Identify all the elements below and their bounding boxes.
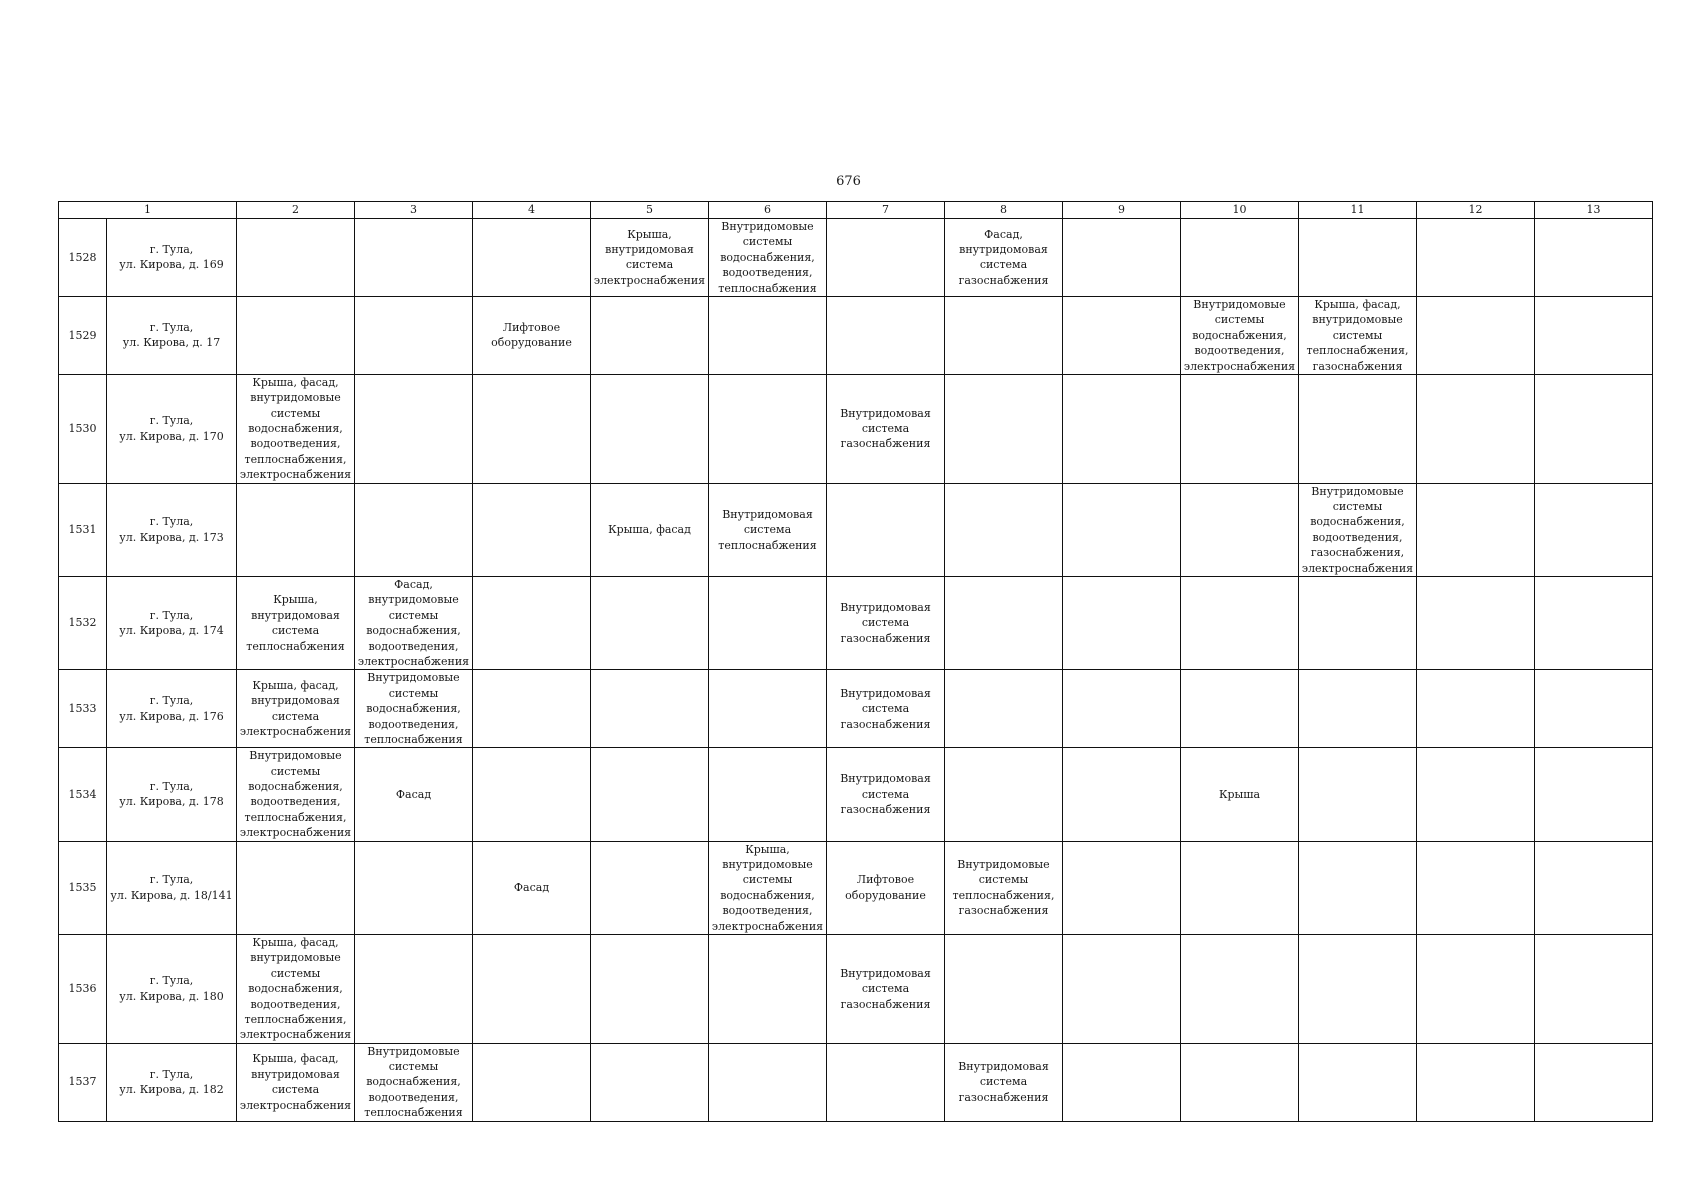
work-text: Крыша xyxy=(1218,787,1261,801)
table-row xyxy=(59,576,1653,669)
work-cell xyxy=(1299,934,1417,1043)
work-cell xyxy=(1417,296,1535,374)
address-text: г. Тула, ул. Кирова, д. 180 xyxy=(119,974,224,1003)
work-cell xyxy=(237,374,355,483)
work-cell xyxy=(1299,483,1417,576)
column-header: 9 xyxy=(1063,202,1181,219)
work-cell xyxy=(1535,374,1653,483)
work-cell xyxy=(1535,841,1653,934)
work-cell xyxy=(1063,219,1181,297)
work-cell xyxy=(827,934,945,1043)
work-cell xyxy=(1299,296,1417,374)
work-cell xyxy=(1535,670,1653,748)
work-text: Фасад xyxy=(513,881,550,895)
work-cell xyxy=(1299,748,1417,841)
address-cell xyxy=(107,748,237,841)
row-number: 1534 xyxy=(59,748,107,841)
row-number: 1535 xyxy=(59,841,107,934)
work-cell xyxy=(237,576,355,669)
work-text: Фасад xyxy=(395,787,432,801)
work-cell xyxy=(591,219,709,297)
work-cell xyxy=(709,483,827,576)
work-cell xyxy=(237,748,355,841)
column-header: 6 xyxy=(709,202,827,219)
table-row xyxy=(59,748,1653,841)
work-text: Внутридомовые системы теплоснабжения, газоснабжения xyxy=(952,858,1055,918)
work-cell xyxy=(827,374,945,483)
work-cell xyxy=(591,483,709,576)
table-row xyxy=(59,1043,1653,1121)
table-row xyxy=(59,670,1653,748)
table-row xyxy=(59,841,1653,934)
work-cell xyxy=(1181,374,1299,483)
work-cell xyxy=(591,841,709,934)
work-cell xyxy=(1063,934,1181,1043)
work-text: Внутридомовые системы водоснабжения, водоотведения, газоснабжения, электроснабжения xyxy=(1301,484,1414,575)
work-cell xyxy=(1417,1043,1535,1121)
work-cell xyxy=(1299,670,1417,748)
address-cell xyxy=(107,219,237,297)
work-text: Крыша, внутридомовые системы водоснабжения, водоотведения, электроснабжения xyxy=(711,842,824,933)
work-cell xyxy=(355,296,473,374)
work-cell xyxy=(1299,1043,1417,1121)
work-cell xyxy=(1535,576,1653,669)
work-cell xyxy=(1299,374,1417,483)
column-header: 10 xyxy=(1181,202,1299,219)
row-number: 1533 xyxy=(59,670,107,748)
work-cell xyxy=(1417,219,1535,297)
column-header: 7 xyxy=(827,202,945,219)
work-cell xyxy=(1063,670,1181,748)
work-text: Внутридомовые системы водоснабжения, водоотведения, теплоснабжения xyxy=(364,671,463,746)
work-cell xyxy=(473,296,591,374)
row-number: 1528 xyxy=(59,219,107,297)
address-cell xyxy=(107,296,237,374)
work-text: Крыша, фасад, внутридомовые системы теплоснабжения, газоснабжения xyxy=(1306,297,1409,373)
work-cell xyxy=(1181,748,1299,841)
work-cell xyxy=(1181,483,1299,576)
work-cell xyxy=(827,576,945,669)
work-cell xyxy=(709,934,827,1043)
work-cell xyxy=(827,219,945,297)
row-number: 1531 xyxy=(59,483,107,576)
work-cell xyxy=(1535,934,1653,1043)
work-cell xyxy=(591,1043,709,1121)
work-cell xyxy=(827,841,945,934)
work-text: Внутридомовая система газоснабжения xyxy=(840,406,931,451)
address-cell xyxy=(107,576,237,669)
work-cell xyxy=(1181,934,1299,1043)
work-cell xyxy=(1535,1043,1653,1121)
work-cell xyxy=(355,483,473,576)
row-number: 1537 xyxy=(59,1043,107,1121)
work-cell xyxy=(1417,841,1535,934)
row-number: 1529 xyxy=(59,296,107,374)
work-cell xyxy=(1063,483,1181,576)
table-row xyxy=(59,219,1653,297)
work-cell xyxy=(473,670,591,748)
work-text: Крыша, внутридомовая система электроснабжения xyxy=(593,227,706,287)
work-cell xyxy=(473,219,591,297)
work-cell xyxy=(1417,483,1535,576)
work-cell xyxy=(355,219,473,297)
work-cell xyxy=(827,670,945,748)
work-cell xyxy=(473,483,591,576)
work-cell xyxy=(1417,748,1535,841)
work-cell xyxy=(945,1043,1063,1121)
address-text: г. Тула, ул. Кирова, д. 17 xyxy=(122,321,221,350)
work-cell xyxy=(1417,670,1535,748)
work-cell xyxy=(237,934,355,1043)
address-text: г. Тула, ул. Кирова, д. 18/141 xyxy=(110,873,233,902)
work-cell xyxy=(591,374,709,483)
work-text: Внутридомовая система теплоснабжения xyxy=(718,507,817,552)
work-text: Крыша, фасад, внутридомовые системы водоснабжения, водоотведения, теплоснабжения, электроснабжения xyxy=(239,935,352,1042)
work-cell xyxy=(355,748,473,841)
work-cell xyxy=(1299,219,1417,297)
work-cell xyxy=(237,841,355,934)
work-cell xyxy=(1181,219,1299,297)
work-cell xyxy=(945,576,1063,669)
work-cell xyxy=(355,670,473,748)
work-text: Крыша, фасад, внутридомовая система электроснабжения xyxy=(239,1052,352,1112)
work-cell xyxy=(355,934,473,1043)
work-cell xyxy=(1063,748,1181,841)
work-text: Крыша, внутридомовая система теплоснабжения xyxy=(246,593,345,653)
work-text: Внутридомовые системы водоснабжения, водоотведения, теплоснабжения, электроснабжения xyxy=(239,749,352,840)
work-text: Фасад, внутридомовые системы водоснабжения, водоотведения, электроснабжения xyxy=(357,577,470,668)
work-cell xyxy=(1417,934,1535,1043)
row-number: 1532 xyxy=(59,576,107,669)
work-cell xyxy=(355,576,473,669)
work-cell xyxy=(709,670,827,748)
address-cell xyxy=(107,374,237,483)
row-number: 1536 xyxy=(59,934,107,1043)
table-body xyxy=(59,219,1653,1122)
work-text: Внутридомовые системы водоснабжения, водоотведения, теплоснабжения xyxy=(718,220,817,295)
address-cell xyxy=(107,670,237,748)
work-cell xyxy=(945,296,1063,374)
work-cell xyxy=(1299,576,1417,669)
address-text: г. Тула, ул. Кирова, д. 178 xyxy=(119,780,224,809)
column-header: 3 xyxy=(355,202,473,219)
page-number: 676 xyxy=(836,174,861,189)
column-header: 12 xyxy=(1417,202,1535,219)
work-text: Внутридомовая система газоснабжения xyxy=(840,966,931,1011)
address-text: г. Тула, ул. Кирова, д. 170 xyxy=(119,414,224,443)
work-cell xyxy=(1063,374,1181,483)
work-cell xyxy=(827,748,945,841)
work-text: Крыша, фасад, внутридомовая система электроснабжения xyxy=(239,679,352,739)
work-cell xyxy=(945,670,1063,748)
work-cell xyxy=(1535,296,1653,374)
work-text: Лифтовое оборудование xyxy=(491,321,572,350)
address-text: г. Тула, ул. Кирова, д. 173 xyxy=(119,515,224,544)
work-cell xyxy=(1181,670,1299,748)
column-header: 11 xyxy=(1299,202,1417,219)
address-cell xyxy=(107,934,237,1043)
work-text: Внутридомовая система газоснабжения xyxy=(840,686,931,731)
work-cell xyxy=(709,1043,827,1121)
work-text: Внутридомовая система газоснабжения xyxy=(840,601,931,645)
work-cell xyxy=(709,296,827,374)
work-cell xyxy=(355,841,473,934)
work-cell xyxy=(473,934,591,1043)
address-cell xyxy=(107,1043,237,1121)
column-header: 2 xyxy=(237,202,355,219)
work-cell xyxy=(1417,374,1535,483)
work-cell xyxy=(1181,1043,1299,1121)
table-row xyxy=(59,483,1653,576)
column-header: 8 xyxy=(945,202,1063,219)
work-cell xyxy=(827,483,945,576)
table-header-row xyxy=(59,202,1653,219)
work-cell xyxy=(591,576,709,669)
table-row xyxy=(59,374,1653,483)
work-cell xyxy=(1535,483,1653,576)
work-cell xyxy=(1181,576,1299,669)
work-cell xyxy=(237,483,355,576)
work-text: Лифтовое оборудование xyxy=(845,873,926,902)
work-text: Внутридомовые системы водоснабжения, водоотведения, электроснабжения xyxy=(1183,297,1296,373)
repair-schedule-table xyxy=(58,201,1653,1122)
work-cell xyxy=(1299,841,1417,934)
column-header: 5 xyxy=(591,202,709,219)
work-cell xyxy=(945,374,1063,483)
work-cell xyxy=(709,219,827,297)
work-cell xyxy=(945,748,1063,841)
work-cell xyxy=(473,841,591,934)
work-cell xyxy=(709,748,827,841)
address-cell xyxy=(107,483,237,576)
work-cell xyxy=(237,219,355,297)
work-cell xyxy=(709,841,827,934)
address-cell xyxy=(107,841,237,934)
work-text: Внутридомовые системы водоснабжения, водоотведения, теплоснабжения xyxy=(364,1044,463,1120)
column-header: 4 xyxy=(473,202,591,219)
work-cell xyxy=(709,576,827,669)
work-cell xyxy=(945,483,1063,576)
work-cell xyxy=(709,374,827,483)
work-text: Внутридомовая система газоснабжения xyxy=(840,772,931,817)
row-number: 1530 xyxy=(59,374,107,483)
work-cell xyxy=(473,576,591,669)
repair-schedule-table-wrap xyxy=(58,201,1653,1122)
work-text: Крыша, фасад xyxy=(608,523,691,537)
work-cell xyxy=(591,934,709,1043)
work-cell xyxy=(473,748,591,841)
work-cell xyxy=(473,1043,591,1121)
work-cell xyxy=(827,296,945,374)
work-cell xyxy=(237,670,355,748)
work-cell xyxy=(945,934,1063,1043)
work-cell xyxy=(1535,219,1653,297)
work-text: Фасад, внутридомовая система газоснабжения xyxy=(958,227,1049,287)
column-header: 13 xyxy=(1535,202,1653,219)
work-text: Внутридомовая система газоснабжения xyxy=(958,1060,1049,1104)
work-cell xyxy=(1063,1043,1181,1121)
work-cell xyxy=(1181,841,1299,934)
work-cell xyxy=(591,748,709,841)
work-cell xyxy=(591,296,709,374)
address-text: г. Тула, ул. Кирова, д. 169 xyxy=(119,243,224,272)
address-text: г. Тула, ул. Кирова, д. 176 xyxy=(119,694,224,723)
work-cell xyxy=(945,219,1063,297)
work-cell xyxy=(355,374,473,483)
work-cell xyxy=(591,670,709,748)
table-row xyxy=(59,296,1653,374)
address-text: г. Тула, ул. Кирова, д. 182 xyxy=(119,1067,224,1097)
work-cell xyxy=(1535,748,1653,841)
work-cell xyxy=(945,841,1063,934)
work-text: Крыша, фасад, внутридомовые системы водоснабжения, водоотведения, теплоснабжения, электроснабжения xyxy=(239,375,352,482)
work-cell xyxy=(237,296,355,374)
work-cell xyxy=(473,374,591,483)
work-cell xyxy=(1063,841,1181,934)
work-cell xyxy=(1417,576,1535,669)
column-header: 1 xyxy=(59,202,237,219)
work-cell xyxy=(237,1043,355,1121)
work-cell xyxy=(1063,576,1181,669)
work-cell xyxy=(827,1043,945,1121)
work-cell xyxy=(1063,296,1181,374)
work-cell xyxy=(1181,296,1299,374)
table-row xyxy=(59,934,1653,1043)
address-text: г. Тула, ул. Кирова, д. 174 xyxy=(119,608,224,638)
work-cell xyxy=(355,1043,473,1121)
